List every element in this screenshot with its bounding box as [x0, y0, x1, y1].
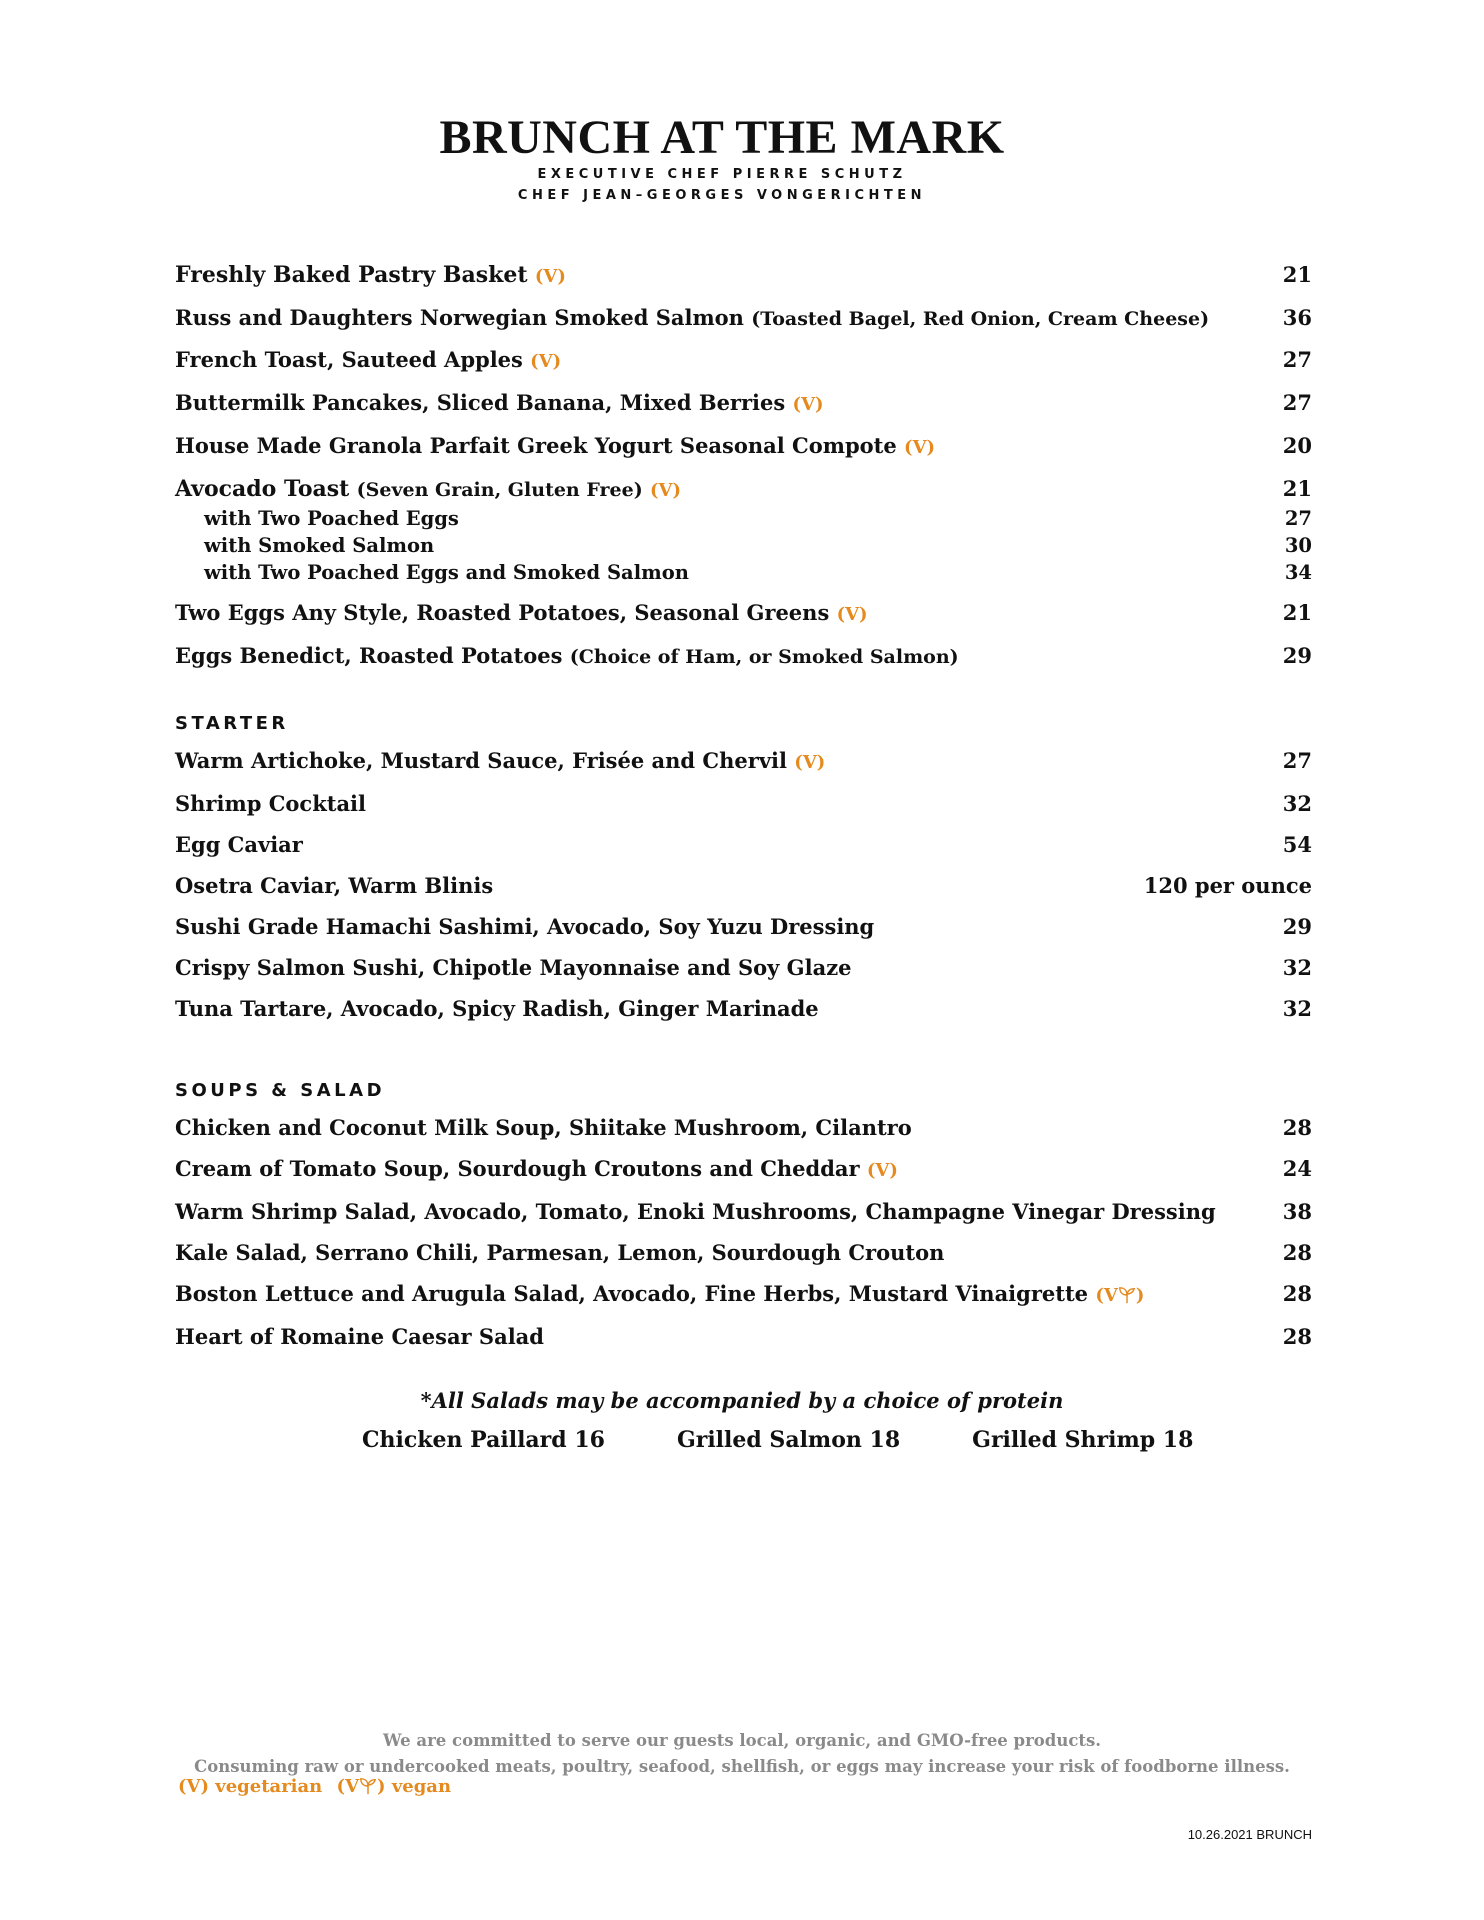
vegetarian-tag: (V) — [530, 351, 562, 372]
menu-item — [175, 261, 1312, 291]
protein-options — [362, 1427, 1265, 1453]
item-price: 29 — [1282, 643, 1312, 668]
vegetarian-tag: (V) — [794, 752, 826, 773]
item-detail: (Choice of Ham, or Smoked Salmon) — [569, 646, 959, 668]
vegetarian-tag: (V) — [792, 394, 824, 415]
legend-vegan-open: (V — [336, 1776, 360, 1797]
executive-chef-line: EXECUTIVE CHEF PIERRE SCHUTZ — [537, 167, 907, 182]
menu-item — [175, 872, 1312, 900]
item-price: 38 — [1282, 1199, 1312, 1224]
item-name: Avocado Toast — [175, 476, 350, 502]
item-price: 32 — [1282, 791, 1312, 816]
vegan-tag — [1095, 1285, 1144, 1306]
item-name: Egg Caviar — [175, 832, 303, 857]
protein-option: Grilled Salmon 18 — [676, 1427, 901, 1453]
vegetarian-tag: (V) — [650, 480, 682, 501]
item-name: Tuna Tartare, Avocado, Spicy Radish, Ginger Marinade — [175, 996, 819, 1021]
item-name: Warm Shrimp Salad, Avocado, Tomato, Enoki Mushrooms, Champagne Vinegar Dressing — [175, 1199, 1216, 1224]
protein-option: Grilled Shrimp 18 — [972, 1427, 1194, 1453]
leaf-sprout-icon — [359, 1777, 377, 1795]
option-label: with Two Poached Eggs and Smoked Salmon — [204, 561, 689, 584]
menu-header — [0, 112, 1484, 206]
section-heading-soups-salad: SOUPS & SALAD — [175, 1080, 386, 1101]
item-price: 28 — [1282, 1281, 1312, 1306]
item-name: Two Eggs Any Style, Roasted Potatoes, Seasonal Greens — [175, 600, 830, 625]
item-name: Cream of Tomato Soup, Sourdough Croutons and Cheddar — [175, 1156, 860, 1181]
menu-item — [175, 747, 1312, 777]
item-detail: (Toasted Bagel, Red Onion, Cream Cheese) — [751, 308, 1210, 330]
menu-item — [175, 1239, 1312, 1267]
item-name: House Made Granola Parfait Greek Yogurt Seasonal Compote — [175, 433, 897, 458]
item-price: 29 — [1282, 914, 1312, 939]
option-price: 30 — [1284, 534, 1312, 557]
item-option — [175, 532, 1312, 559]
menu-item-vegan — [175, 1280, 1312, 1310]
menu-item — [175, 1323, 1312, 1351]
brunch-section — [175, 261, 1312, 671]
menu-item-avocado-toast — [175, 475, 1312, 505]
item-price: 28 — [1282, 1115, 1312, 1140]
option-price: 34 — [1284, 561, 1312, 584]
menu-date-code: 10.26.2021 BRUNCH — [1187, 1827, 1312, 1842]
page-title: BRUNCH AT THE MARK — [439, 111, 1005, 164]
legend-vegan — [337, 1776, 452, 1797]
item-name: Crispy Salmon Sushi, Chipotle Mayonnaise and Soy Glaze — [175, 955, 852, 980]
vegetarian-tag: (V) — [534, 266, 566, 287]
soups-salad-section — [175, 1080, 1312, 1351]
item-price: 27 — [1282, 347, 1312, 372]
item-name: French Toast, Sauteed Apples — [175, 347, 523, 372]
item-name: Boston Lettuce and Arugula Salad, Avocado, Fine Herbs, Mustard Vinaigrette — [175, 1281, 1089, 1306]
item-price: 21 — [1282, 600, 1312, 625]
vegan-tag-open: (V — [1095, 1285, 1118, 1306]
item-price: 27 — [1282, 748, 1312, 773]
starter-section — [175, 713, 1312, 1023]
menu-item — [175, 790, 1312, 818]
option-label: with Two Poached Eggs — [204, 507, 459, 530]
item-price: 24 — [1282, 1156, 1312, 1181]
item-price: 20 — [1282, 433, 1312, 458]
vegetarian-tag: (V) — [904, 437, 936, 458]
vegetarian-tag: (V) — [866, 1160, 898, 1181]
item-price: 27 — [1282, 390, 1312, 415]
chef-line: CHEF JEAN–GEORGES VONGERICHTEN — [517, 188, 927, 203]
item-name: Kale Salad, Serrano Chili, Parmesan, Lemon, Sourdough Crouton — [175, 1240, 945, 1265]
vegetarian-tag: (V) — [836, 604, 868, 625]
menu-item — [175, 304, 1312, 333]
item-name: Osetra Caviar, Warm Blinis — [175, 873, 494, 898]
option-label: with Smoked Salmon — [204, 534, 435, 557]
diet-legend — [178, 1776, 451, 1797]
protein-note: *All Salads may be accompanied by a choice of protein — [420, 1388, 1064, 1413]
item-name: Freshly Baked Pastry Basket — [175, 262, 528, 288]
menu-item — [175, 1155, 1312, 1185]
legend-vegetarian: (V) vegetarian — [178, 1776, 323, 1797]
item-detail: (Seven Grain, Gluten Free) — [356, 479, 643, 501]
item-price: 21 — [1282, 262, 1312, 287]
leaf-sprout-icon — [1118, 1286, 1136, 1304]
menu-item — [175, 831, 1312, 859]
vegan-tag-close: ) — [1135, 1285, 1145, 1306]
protein-option: Chicken Paillard 16 — [362, 1427, 605, 1453]
item-name: Eggs Benedict, Roasted Potatoes — [175, 643, 563, 668]
item-name: Sushi Grade Hamachi Sashimi, Avocado, Soy Yuzu Dressing — [175, 914, 875, 939]
menu-item — [175, 642, 1312, 671]
item-price: 120 per ounce — [1143, 873, 1312, 898]
health-warning: Consuming raw or undercooked meats, poultry, seafood, shellfish, or eggs may increase your risk of foodborne illness. — [194, 1757, 1290, 1776]
item-price: 36 — [1282, 305, 1312, 330]
menu-item — [175, 599, 1312, 629]
item-name: Shrimp Cocktail — [175, 791, 367, 816]
option-price: 27 — [1284, 507, 1312, 530]
item-option — [175, 505, 1312, 532]
item-price: 32 — [1282, 996, 1312, 1021]
item-price: 32 — [1282, 955, 1312, 980]
item-name: Chicken and Coconut Milk Soup, Shiitake Mushroom, Cilantro — [175, 1115, 912, 1140]
menu-item — [175, 1114, 1312, 1142]
menu-item — [175, 432, 1312, 462]
menu-item — [175, 346, 1312, 376]
item-name: Heart of Romaine Caesar Salad — [175, 1324, 544, 1349]
item-option — [175, 559, 1312, 586]
menu-item — [175, 1198, 1312, 1226]
section-heading-starter: STARTER — [175, 713, 289, 734]
menu-item — [175, 913, 1312, 941]
item-name: Warm Artichoke, Mustard Sauce, Frisée and Chervil — [175, 748, 787, 773]
menu-item — [175, 389, 1312, 419]
item-price: 54 — [1282, 832, 1312, 857]
item-price: 28 — [1282, 1324, 1312, 1349]
item-name: Buttermilk Pancakes, Sliced Banana, Mixed Berries — [175, 390, 786, 415]
item-name: Russ and Daughters Norwegian Smoked Salmon — [175, 305, 744, 330]
sourcing-note: We are committed to serve our guests local, organic, and GMO-free products. — [382, 1731, 1102, 1750]
item-price: 28 — [1282, 1240, 1312, 1265]
legend-vegan-close: ) vegan — [377, 1776, 452, 1797]
menu-item — [175, 954, 1312, 982]
menu-item — [175, 995, 1312, 1023]
item-price: 21 — [1282, 476, 1312, 501]
